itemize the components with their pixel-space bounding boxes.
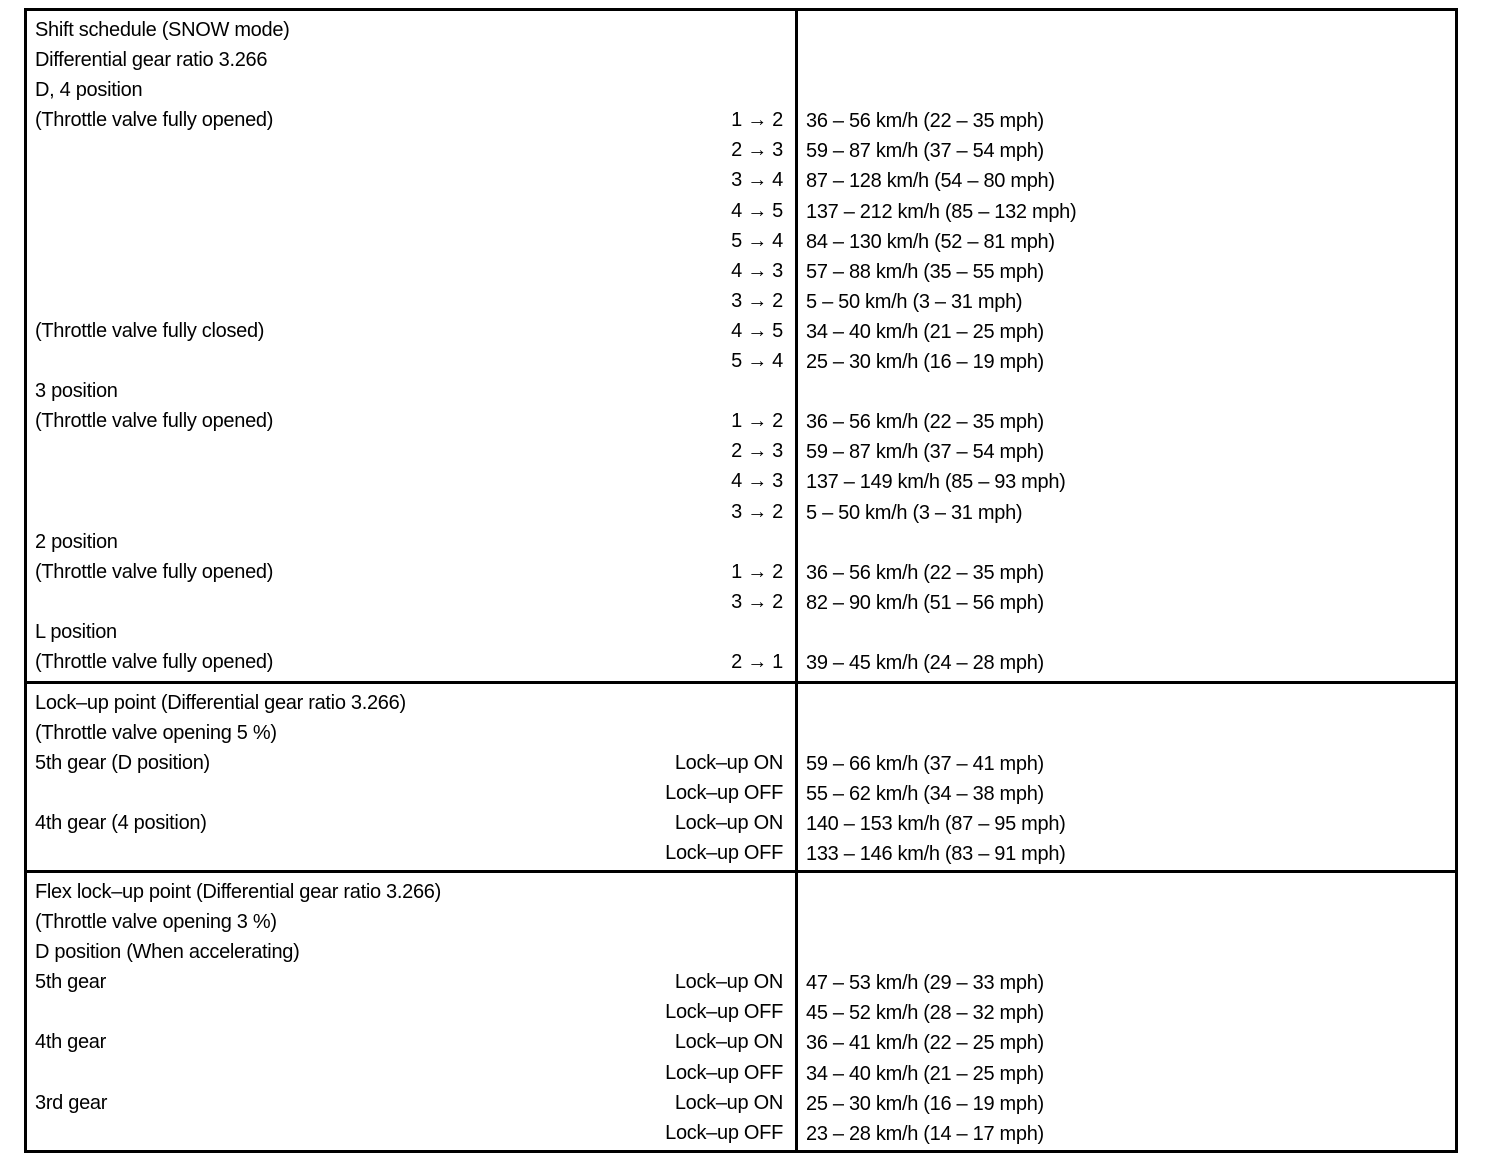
shift-label: 3 → 4 (731, 169, 783, 192)
shift-label: Lock–up ON (674, 971, 783, 994)
table-row (35, 135, 783, 165)
condition-label: D, 4 position (35, 79, 143, 102)
speed-value (806, 45, 1455, 75)
speed-value (806, 877, 1455, 907)
table-row (35, 466, 783, 496)
table-row (35, 226, 783, 256)
section-flex-lockup-point (27, 870, 1455, 1150)
table-row (35, 527, 783, 557)
table-row (35, 75, 783, 105)
table-row (35, 838, 783, 868)
condition-column (27, 873, 798, 1150)
table-row (35, 376, 783, 406)
table-row (35, 316, 783, 346)
spec-table (24, 8, 1458, 1153)
speed-value: 57 – 88 km/h (35 – 55 mph) (806, 260, 1044, 283)
shift-label: 3 → 2 (731, 500, 783, 523)
shift-label: 4 → 3 (731, 259, 783, 282)
condition-label: (Throttle valve fully closed) (35, 319, 265, 342)
condition-label (35, 436, 731, 466)
speed-value (806, 937, 1455, 967)
table-row (35, 1058, 783, 1088)
condition-label: (Throttle valve opening 3 %) (35, 911, 277, 934)
table-row (35, 808, 783, 838)
speed-value: 45 – 52 km/h (28 – 32 mph) (806, 1002, 1044, 1025)
table-row (35, 748, 783, 778)
speed-value (806, 15, 1455, 45)
condition-label: Differential gear ratio 3.266 (35, 49, 268, 72)
shift-label: 4 → 5 (731, 319, 783, 342)
speed-value: 137 – 149 km/h (85 – 93 mph) (806, 471, 1066, 494)
table-row (35, 346, 783, 376)
table-row (35, 1027, 783, 1057)
section-lockup-point (27, 681, 1455, 870)
condition-label: 2 position (35, 530, 118, 553)
table-row (35, 165, 783, 195)
speed-value (806, 75, 1455, 105)
condition-label: (Throttle valve fully opened) (35, 410, 274, 433)
shift-label: 1 → 2 (731, 560, 783, 583)
speed-value (806, 688, 1455, 718)
shift-label: 2 → 3 (731, 139, 783, 162)
condition-label (35, 226, 731, 256)
section-shift-schedule (27, 11, 1455, 681)
table-row (35, 718, 783, 748)
shift-label: 5 → 4 (731, 229, 783, 252)
shift-label: 3 → 2 (731, 289, 783, 312)
speed-value: 36 – 56 km/h (22 – 35 mph) (806, 411, 1044, 434)
speed-value: 140 – 153 km/h (87 – 95 mph) (806, 813, 1066, 836)
shift-label: Lock–up OFF (665, 1121, 783, 1144)
table-row (35, 617, 783, 647)
shift-label: 2 → 1 (731, 650, 783, 673)
shift-label: Lock–up OFF (665, 782, 783, 805)
shift-label: 1 → 2 (731, 410, 783, 433)
speed-value: 23 – 28 km/h (14 – 17 mph) (806, 1122, 1044, 1145)
speed-value: 59 – 87 km/h (37 – 54 mph) (806, 441, 1044, 464)
condition-label: Shift schedule (SNOW mode) (35, 19, 290, 41)
speed-value: 34 – 40 km/h (21 – 25 mph) (806, 320, 1044, 343)
condition-label (35, 838, 665, 868)
speed-value: 82 – 90 km/h (51 – 56 mph) (806, 591, 1044, 614)
condition-label (35, 346, 731, 376)
shift-label: Lock–up OFF (665, 842, 783, 865)
condition-label: 5th gear (35, 971, 106, 994)
shift-label: 4 → 5 (731, 199, 783, 222)
condition-label: 4th gear (4 position) (35, 812, 207, 835)
speed-value: 25 – 30 km/h (16 – 19 mph) (806, 1092, 1044, 1115)
speed-value: 133 – 146 km/h (83 – 91 mph) (806, 843, 1066, 866)
table-row (35, 497, 783, 527)
condition-label: (Throttle valve opening 5 %) (35, 722, 277, 745)
speed-value: 36 – 41 km/h (22 – 25 mph) (806, 1032, 1044, 1055)
condition-label (35, 1058, 665, 1088)
condition-label (35, 497, 731, 527)
table-row (35, 196, 783, 226)
condition-label (35, 997, 665, 1027)
speed-value (806, 907, 1455, 937)
speed-value: 87 – 128 km/h (54 – 80 mph) (806, 170, 1055, 193)
shift-label: Lock–up ON (674, 1031, 783, 1054)
speed-value: 5 – 50 km/h (3 – 31 mph) (806, 290, 1023, 313)
table-row (35, 557, 783, 587)
table-row (35, 105, 783, 135)
table-row (35, 286, 783, 316)
condition-label: (Throttle valve fully opened) (35, 560, 274, 583)
speed-value: 47 – 53 km/h (29 – 33 mph) (806, 972, 1044, 995)
table-row (35, 688, 783, 718)
table-row (35, 15, 783, 45)
table-row (35, 406, 783, 436)
condition-column (27, 684, 798, 870)
speed-column (798, 11, 1455, 681)
speed-value (806, 718, 1455, 748)
condition-column (27, 11, 798, 681)
table-row (35, 907, 783, 937)
table-row (35, 778, 783, 808)
condition-label (35, 587, 731, 617)
table-row (35, 1118, 783, 1148)
shift-label: 3 → 2 (731, 590, 783, 613)
table-row (35, 587, 783, 617)
speed-value: 5 – 50 km/h (3 – 31 mph) (806, 501, 1023, 524)
table-row (35, 256, 783, 286)
condition-label (35, 256, 731, 286)
speed-value: 25 – 30 km/h (16 – 19 mph) (806, 351, 1044, 374)
shift-label: Lock–up ON (674, 1091, 783, 1114)
speed-column (798, 684, 1455, 870)
condition-label (35, 1118, 665, 1148)
shift-label: 4 → 3 (731, 470, 783, 493)
speed-value: 34 – 40 km/h (21 – 25 mph) (806, 1062, 1044, 1085)
speed-value: 59 – 87 km/h (37 – 54 mph) (806, 140, 1044, 163)
speed-value (806, 617, 1455, 647)
condition-label: 3 position (35, 380, 118, 403)
shift-label: 1 → 2 (731, 109, 783, 132)
shift-label: 5 → 4 (731, 350, 783, 373)
shift-label: 2 → 3 (731, 440, 783, 463)
speed-value (806, 376, 1455, 406)
table-row (35, 877, 783, 907)
table-row (35, 937, 783, 967)
condition-label: 5th gear (D position) (35, 752, 210, 775)
condition-label: Lock–up point (Differential gear ratio 3.266) (35, 692, 406, 714)
condition-label: Flex lock–up point (Differential gear ratio 3.266) (35, 881, 441, 903)
speed-value: 59 – 66 km/h (37 – 41 mph) (806, 753, 1044, 776)
condition-label (35, 286, 731, 316)
shift-label: Lock–up ON (674, 752, 783, 775)
speed-value: 36 – 56 km/h (22 – 35 mph) (806, 561, 1044, 584)
speed-value: 39 – 45 km/h (24 – 28 mph) (806, 651, 1044, 674)
shift-label: Lock–up ON (674, 812, 783, 835)
condition-label (35, 778, 665, 808)
speed-column (798, 873, 1455, 1150)
condition-label: (Throttle valve fully opened) (35, 109, 274, 132)
condition-label: D position (When accelerating) (35, 941, 300, 964)
condition-label (35, 135, 731, 165)
condition-label (35, 196, 731, 226)
speed-value: 55 – 62 km/h (34 – 38 mph) (806, 783, 1044, 806)
condition-label (35, 165, 731, 195)
condition-label: L position (35, 620, 117, 643)
speed-value: 84 – 130 km/h (52 – 81 mph) (806, 230, 1055, 253)
speed-value: 137 – 212 km/h (85 – 132 mph) (806, 200, 1077, 223)
speed-value (806, 527, 1455, 557)
shift-label: Lock–up OFF (665, 1001, 783, 1024)
table-row (35, 967, 783, 997)
speed-value: 36 – 56 km/h (22 – 35 mph) (806, 110, 1044, 133)
table-row (35, 436, 783, 466)
condition-label: 3rd gear (35, 1091, 108, 1114)
table-row (35, 647, 783, 677)
shift-label: Lock–up OFF (665, 1061, 783, 1084)
condition-label (35, 466, 731, 496)
condition-label: (Throttle valve fully opened) (35, 650, 274, 673)
condition-label: 4th gear (35, 1031, 106, 1054)
table-row (35, 1088, 783, 1118)
table-row (35, 997, 783, 1027)
table-row (35, 45, 783, 75)
